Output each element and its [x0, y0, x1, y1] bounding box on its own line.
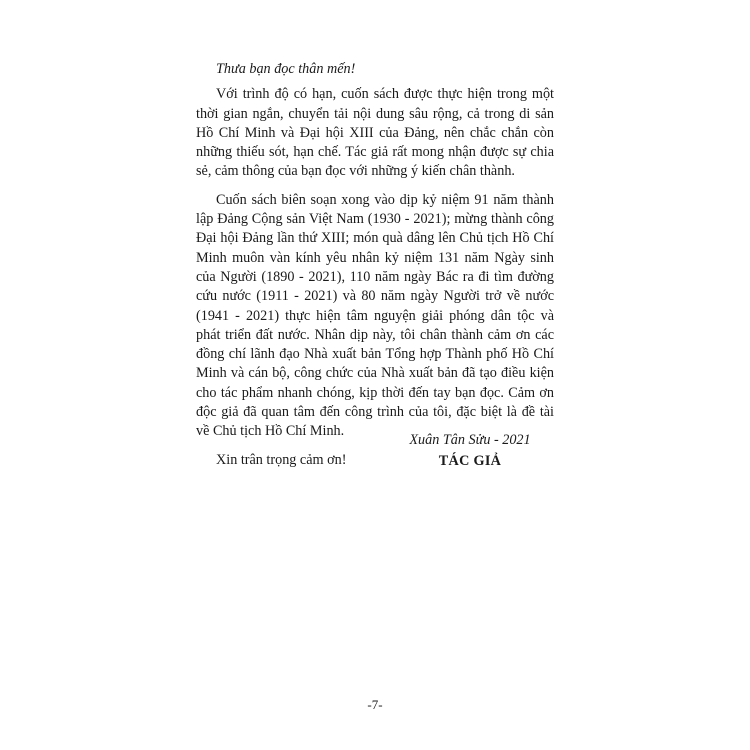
paragraph-apology: Với trình độ có hạn, cuốn sách được thực hiện trong một thời gian ngắn, chuyển tải nội dung sâu rộng, cả trong di sản Hồ Chí Minh và Đại hội XIII của Đảng, nên chắc chắn còn những thiếu sót, hạn chế. Tác giả rất mong nhận được sự chia sẻ, cảm thông của bạn đọc với những ý kiến chân thành. — [196, 86, 554, 180]
body-text — [196, 60, 554, 470]
signature-date: Xuân Tân Sửu - 2021 — [409, 432, 531, 448]
page-number: -7- — [367, 697, 383, 712]
greeting: Thưa bạn đọc thân mến! — [216, 61, 356, 77]
closing-line: Xin trân trọng cảm ơn! — [216, 451, 347, 468]
signature-author: TÁC GIẢ — [438, 453, 502, 469]
paragraph-acknowledgement: Cuốn sách biên soạn xong vào dịp kỷ niệm 91 năm thành lập Đảng Cộng sản Việt Nam (1930 - 2021); mừng thành công Đại hội Đảng lần thứ XIII; món quà dâng lên Chủ tịch Hồ Chí Minh muôn vàn kính yêu nhân kỷ niệm 131 năm Ngày sinh của Người (1890 - 2021), 110 năm ngày Bác ra đi tìm đường cứu nước (1911 - 2021) và 80 năm ngày Người trở về nước (1941 - 2021) thực hiện tâm nguyện giải phóng dân tộc và phát triển đất nước. Nhân dịp này, tôi chân thành cảm ơn các đồng chí lãnh đạo Nhà xuất bản Tổng hợp Thành phố Hồ Chí Minh và cán bộ, công chức của Nhà xuất bản đã tạo điều kiện cho tác phẩm nhanh chóng, kịp thời đến tay bạn đọc. Cảm ơn độc giả đã quan tâm đến công trình của tôi, đặc biệt là đề tài về Chủ tịch Hồ Chí Minh. — [196, 191, 554, 440]
